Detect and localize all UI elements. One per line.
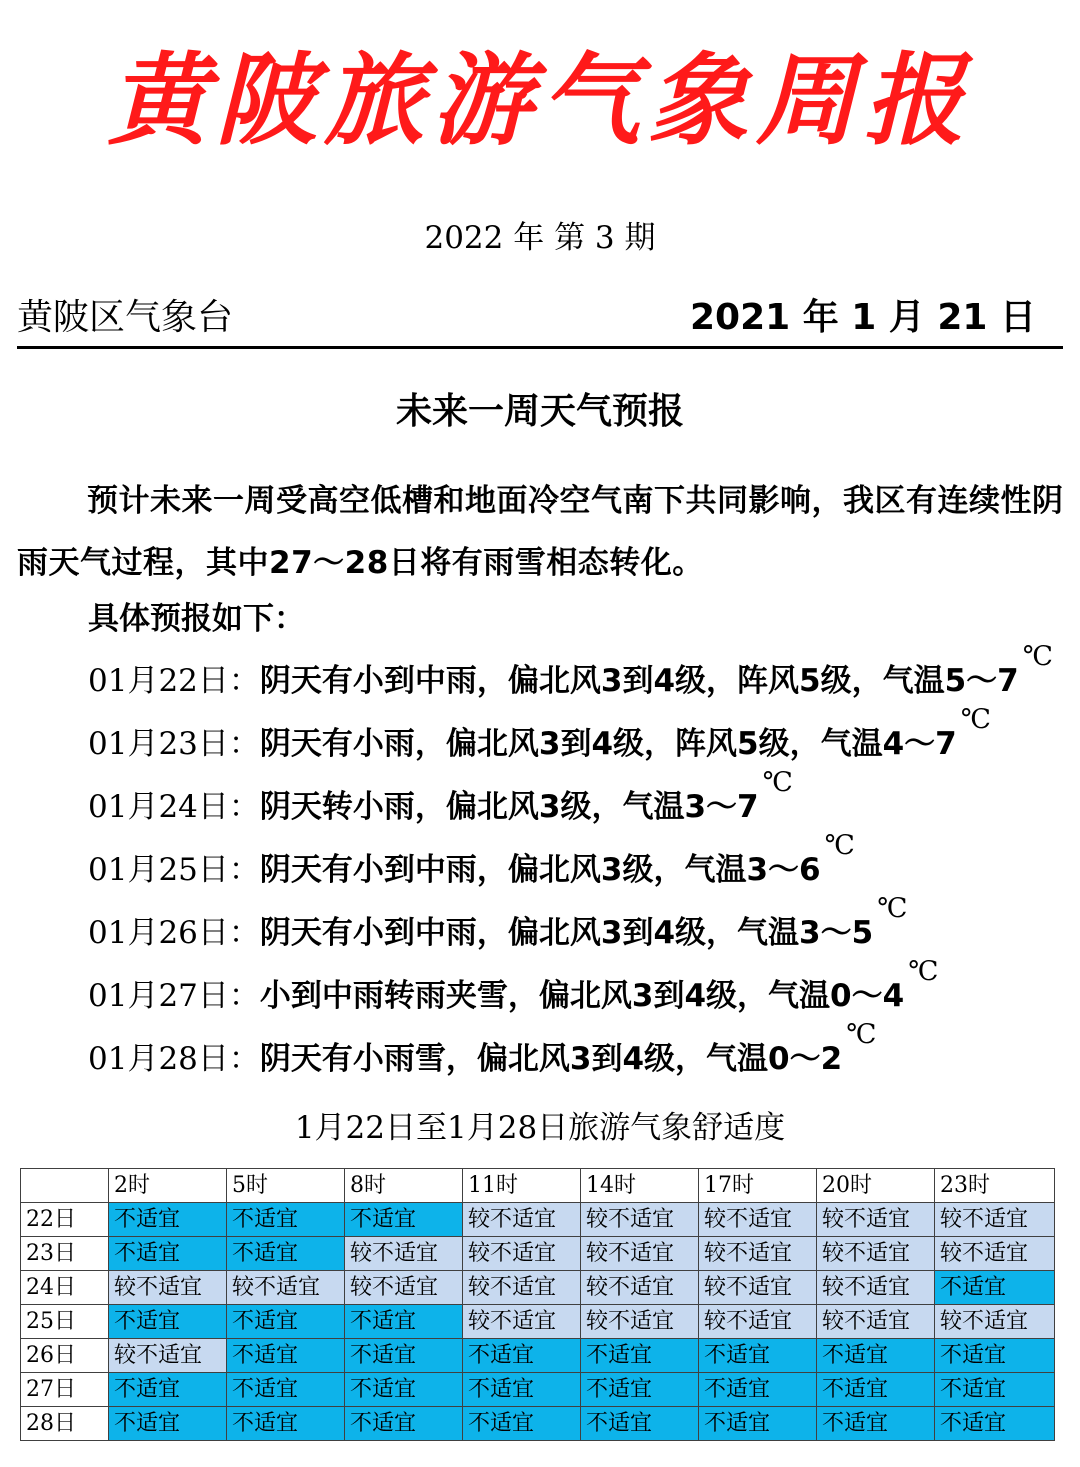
comfort-cell: 较不适宜 (109, 1339, 227, 1373)
forecast-date: 01月26日： (88, 915, 260, 951)
masthead-title: 黄陂旅游气象周报 (108, 41, 972, 159)
comfort-cell: 较不适宜 (699, 1271, 817, 1305)
comfort-cell: 不适宜 (109, 1373, 227, 1407)
forecast-date: 01月25日： (88, 852, 260, 888)
forecast-line (88, 704, 1053, 776)
row-header-day: 22日 (21, 1203, 109, 1237)
comfort-cell: 不适宜 (109, 1407, 227, 1441)
comfort-cell: 较不适宜 (463, 1237, 581, 1271)
table-row (21, 1373, 1055, 1407)
forecast-text: 阴天有小到中雨，偏北风3级，气温3～6 (259, 852, 821, 888)
comfort-cell: 较不适宜 (227, 1271, 345, 1305)
comfort-table-title: 1月22日至1月28日旅游气象舒适度 (294, 1110, 786, 1146)
comfort-cell: 不适宜 (345, 1305, 463, 1339)
row-header-day: 27日 (21, 1373, 109, 1407)
comfort-cell: 不适宜 (817, 1339, 935, 1373)
comfort-cell: 不适宜 (699, 1407, 817, 1441)
temperature-unit: ℃ (960, 704, 991, 735)
table-row (21, 1407, 1055, 1441)
comfort-cell: 较不适宜 (581, 1203, 699, 1237)
comfort-cell: 较不适宜 (935, 1305, 1055, 1339)
comfort-cell: 较不适宜 (463, 1305, 581, 1339)
row-header-day: 24日 (21, 1271, 109, 1305)
column-header: 23时 (935, 1169, 1055, 1203)
comfort-table (20, 1168, 1055, 1441)
comfort-cell: 较不适宜 (581, 1305, 699, 1339)
comfort-cell: 较不适宜 (345, 1271, 463, 1305)
forecast-date: 01月27日： (88, 978, 260, 1014)
forecast-date: 01月24日： (88, 789, 260, 825)
comfort-cell: 不适宜 (109, 1305, 227, 1339)
comfort-cell: 不适宜 (227, 1203, 345, 1237)
temperature-unit: ℃ (824, 830, 855, 861)
temperature-unit: ℃ (846, 1019, 877, 1050)
column-header: 2时 (109, 1169, 227, 1203)
forecast-line (88, 830, 1053, 902)
comfort-cell: 不适宜 (345, 1339, 463, 1373)
column-header: 8时 (345, 1169, 463, 1203)
forecast-text: 阴天有小到中雨，偏北风3到4级，阵风5级，气温5～7 (259, 663, 1019, 699)
comfort-cell: 较不适宜 (463, 1203, 581, 1237)
comfort-cell: 较不适宜 (109, 1271, 227, 1305)
row-header-day: 25日 (21, 1305, 109, 1339)
forecast-text: 阴天有小到中雨，偏北风3到4级，气温3～5 (259, 915, 874, 951)
forecast-date: 01月23日： (88, 726, 260, 762)
comfort-cell: 较不适宜 (935, 1237, 1055, 1271)
forecast-line (88, 641, 1053, 713)
forecast-text: 阴天有小雨雪，偏北风3到4级，气温0～2 (259, 1041, 843, 1077)
forecast-line (88, 767, 1053, 839)
comfort-cell: 不适宜 (935, 1271, 1055, 1305)
comfort-cell: 不适宜 (581, 1407, 699, 1441)
forecast-text: 阴天有小雨，偏北风3到4级，阵风5级，气温4～7 (259, 726, 957, 762)
row-header-day: 23日 (21, 1237, 109, 1271)
comfort-cell: 较不适宜 (581, 1271, 699, 1305)
comfort-cell: 不适宜 (345, 1407, 463, 1441)
temperature-unit: ℃ (762, 767, 793, 798)
column-header: 11时 (463, 1169, 581, 1203)
comfort-cell: 不适宜 (345, 1203, 463, 1237)
comfort-cell: 不适宜 (935, 1373, 1055, 1407)
temperature-unit: ℃ (1022, 641, 1053, 672)
table-row (21, 1339, 1055, 1373)
comfort-cell: 不适宜 (227, 1305, 345, 1339)
header-divider (17, 346, 1063, 349)
comfort-cell: 较不适宜 (699, 1203, 817, 1237)
comfort-cell: 不适宜 (817, 1373, 935, 1407)
comfort-cell: 不适宜 (227, 1407, 345, 1441)
comfort-table-body (21, 1169, 1055, 1441)
comfort-cell: 不适宜 (109, 1203, 227, 1237)
comfort-cell: 不适宜 (109, 1237, 227, 1271)
table-header-row (21, 1169, 1055, 1203)
comfort-cell: 较不适宜 (817, 1305, 935, 1339)
comfort-cell: 不适宜 (227, 1373, 345, 1407)
comfort-cell: 不适宜 (935, 1339, 1055, 1373)
comfort-cell: 较不适宜 (345, 1237, 463, 1271)
column-header: 5时 (227, 1169, 345, 1203)
forecast-intro: 预计未来一周受高空低槽和地面冷空气南下共同影响，我区有连续性阴雨天气过程，其中27～28日将有雨雪相态转化。 (17, 483, 1064, 581)
comfort-cell: 不适宜 (227, 1339, 345, 1373)
daily-forecast-list (88, 641, 1053, 1091)
comfort-cell: 不适宜 (463, 1339, 581, 1373)
forecast-line (88, 956, 1053, 1028)
table-corner-cell (21, 1169, 109, 1203)
comfort-cell: 较不适宜 (699, 1305, 817, 1339)
temperature-unit: ℃ (908, 956, 939, 987)
forecast-line (88, 1019, 1053, 1091)
comfort-cell: 不适宜 (463, 1407, 581, 1441)
comfort-cell: 不适宜 (581, 1339, 699, 1373)
column-header: 17时 (699, 1169, 817, 1203)
comfort-cell: 不适宜 (227, 1237, 345, 1271)
publish-date: 2021 年 1 月 21 日 (689, 297, 1036, 338)
comfort-cell: 较不适宜 (463, 1271, 581, 1305)
forecast-date: 01月22日： (88, 663, 260, 699)
forecast-date: 01月28日： (88, 1041, 260, 1077)
comfort-cell: 不适宜 (699, 1339, 817, 1373)
comfort-cell: 不适宜 (345, 1373, 463, 1407)
row-header-day: 26日 (21, 1339, 109, 1373)
table-row (21, 1305, 1055, 1339)
comfort-cell: 不适宜 (817, 1407, 935, 1441)
comfort-cell: 较不适宜 (935, 1203, 1055, 1237)
forecast-text: 小到中雨转雨夹雪，偏北风3到4级，气温0～4 (259, 978, 905, 1014)
column-header: 14时 (581, 1169, 699, 1203)
comfort-cell: 较不适宜 (817, 1271, 935, 1305)
comfort-cell: 不适宜 (463, 1373, 581, 1407)
comfort-cell: 较不适宜 (817, 1203, 935, 1237)
comfort-cell: 较不适宜 (699, 1237, 817, 1271)
column-header: 20时 (817, 1169, 935, 1203)
table-row (21, 1203, 1055, 1237)
row-header-day: 28日 (21, 1407, 109, 1441)
temperature-unit: ℃ (877, 893, 908, 924)
comfort-cell: 较不适宜 (581, 1237, 699, 1271)
comfort-cell: 较不适宜 (817, 1237, 935, 1271)
comfort-cell: 不适宜 (581, 1373, 699, 1407)
comfort-cell: 不适宜 (935, 1407, 1055, 1441)
comfort-cell: 不适宜 (699, 1373, 817, 1407)
forecast-lead: 具体预报如下： (88, 601, 305, 637)
issue-number: 2022 年 第 3 期 (424, 220, 656, 256)
forecast-text: 阴天转小雨，偏北风3级，气温3～7 (259, 789, 759, 825)
table-row (21, 1237, 1055, 1271)
section-title: 未来一周天气预报 (395, 391, 684, 432)
agency-name: 黄陂区气象台 (17, 297, 234, 338)
table-row (21, 1271, 1055, 1305)
